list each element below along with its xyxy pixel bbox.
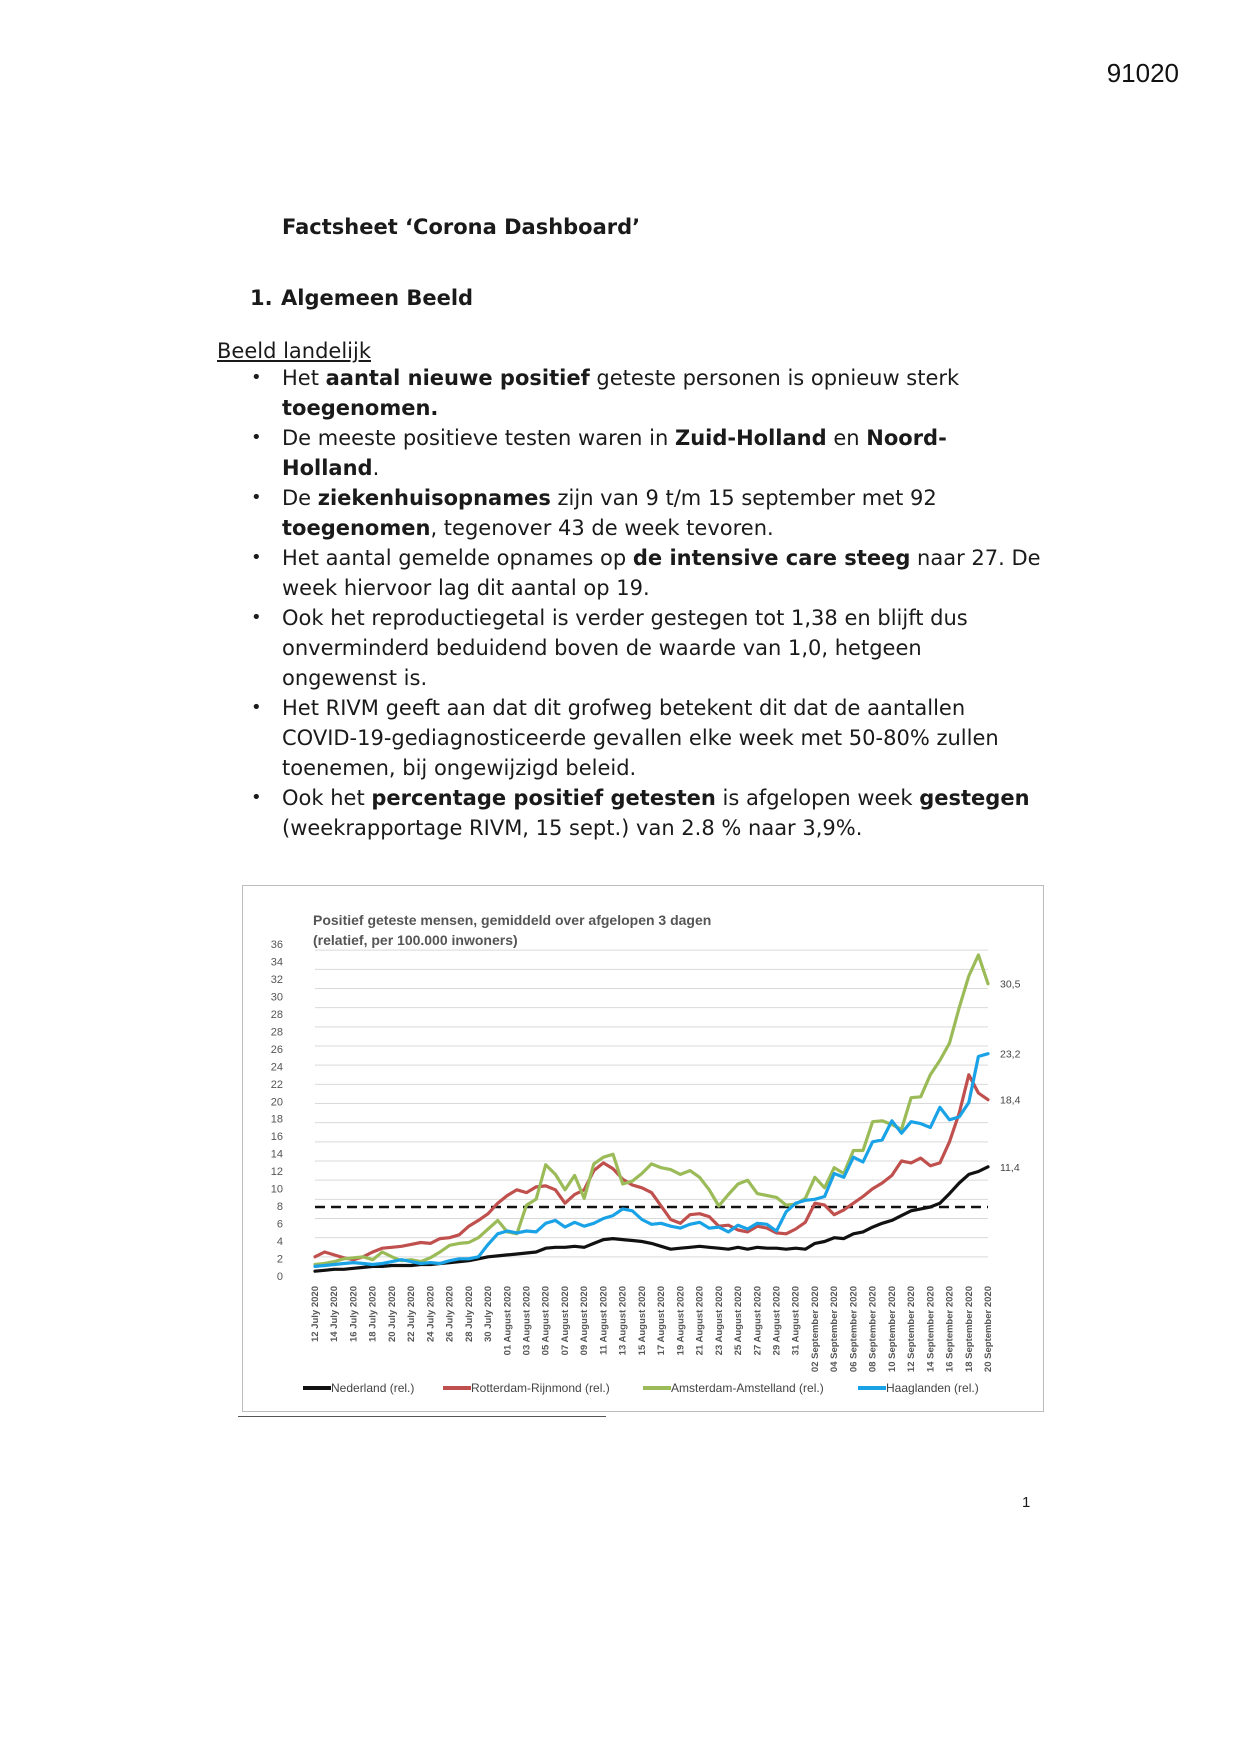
footnote-separator xyxy=(238,1416,606,1417)
subheading-beeld-landelijk: Beeld landelijk xyxy=(217,339,372,363)
x-tick-label: 25 August 2020 xyxy=(733,1286,745,1356)
series-end-label: 11,4 xyxy=(1000,1161,1020,1174)
y-tick-label: 0 xyxy=(276,1271,283,1283)
x-tick-label: 12 September 2020 xyxy=(906,1286,918,1373)
x-tick-label: 29 August 2020 xyxy=(771,1286,783,1356)
bullet-text: naar 27. De week hiervoor lag dit aantal op 19. xyxy=(282,546,1041,600)
x-tick-label: 01 August 2020 xyxy=(502,1286,514,1356)
y-tick-label: 8 xyxy=(276,1201,283,1214)
x-tick-label: 28 July 2020 xyxy=(463,1286,475,1342)
chart-subtitle: (relatief, per 100.000 inwoners) xyxy=(313,932,518,948)
bullet-bold-text: ziekenhuisopnames xyxy=(317,486,551,510)
x-tick-label: 23 August 2020 xyxy=(713,1286,725,1356)
bullet-text: Ook het reproductiegetal is verder gestegen tot 1,38 en blijft dus onverminderd beduidend boven de waarde van 1,0, hetgeen ongewenst is. xyxy=(282,606,968,690)
x-tick-label: 05 August 2020 xyxy=(540,1286,552,1356)
x-tick-label: 08 September 2020 xyxy=(867,1286,879,1373)
bullet-text: . xyxy=(372,456,380,480)
bullet-text: is afgelopen week xyxy=(715,786,920,810)
y-tick-label: 28 xyxy=(270,1008,283,1021)
bullet-item xyxy=(282,543,1042,603)
chart-container xyxy=(242,885,1044,1412)
y-tick-label: 16 xyxy=(270,1131,283,1144)
bullet-text: De meeste positieve testen waren in xyxy=(282,426,675,450)
x-tick-label: 03 August 2020 xyxy=(521,1286,533,1356)
section-title: Algemeen Beeld xyxy=(281,286,474,310)
chart-legend xyxy=(303,1381,979,1395)
bullet-item xyxy=(282,423,1042,483)
series-end-label: 30,5 xyxy=(1000,978,1021,991)
x-tick-label: 20 September 2020 xyxy=(983,1286,994,1373)
y-tick-label: 6 xyxy=(276,1218,283,1231)
series-line-2 xyxy=(315,1075,988,1260)
bullet-bold-text: gestegen xyxy=(919,786,1030,810)
y-tick-label: 10 xyxy=(270,1183,283,1196)
y-tick-label: 34 xyxy=(270,956,283,969)
chart-series xyxy=(315,955,988,1271)
series-end-label: 23,2 xyxy=(1000,1048,1021,1061)
bullet-bold-text: Noord-Holland xyxy=(282,426,947,480)
chart-gridlines xyxy=(315,950,988,1257)
y-tick-label: 26 xyxy=(270,1043,283,1056)
y-tick-label: 32 xyxy=(270,973,283,986)
chart-y-ticks xyxy=(271,939,283,1283)
y-tick-label: 12 xyxy=(270,1166,283,1179)
bullet-bold-text: de intensive care steeg xyxy=(632,546,911,570)
bullet-text: De xyxy=(282,486,318,510)
chart-title: Positief geteste mensen, gemiddeld over afgelopen 3 dagen xyxy=(313,912,712,928)
x-tick-label: 24 July 2020 xyxy=(425,1286,437,1342)
x-tick-label: 19 August 2020 xyxy=(675,1286,687,1356)
x-tick-label: 21 August 2020 xyxy=(694,1286,706,1356)
series-line-4 xyxy=(315,1054,988,1267)
series-end-label: 18,4 xyxy=(1000,1094,1021,1107)
y-tick-label: 22 xyxy=(270,1078,283,1091)
x-tick-label: 02 September 2020 xyxy=(809,1286,821,1373)
bullet-list xyxy=(282,363,1042,843)
bullet-item xyxy=(282,783,1042,843)
legend-label: Amsterdam-Amstelland (rel.) xyxy=(671,1381,824,1395)
x-tick-label: 10 September 2020 xyxy=(886,1286,898,1373)
x-tick-label: 16 July 2020 xyxy=(348,1286,360,1342)
x-tick-label: 30 July 2020 xyxy=(483,1286,495,1342)
legend-label: Haaglanden (rel.) xyxy=(886,1381,979,1395)
bullet-bold-text: toegenomen. xyxy=(282,396,439,420)
section-number: 1. xyxy=(250,286,273,310)
bullet-text: (weekrapportage RIVM, 15 sept.) van 2.8 % naar 3,9%. xyxy=(282,816,863,840)
chart-x-ticks xyxy=(310,1286,994,1372)
x-tick-label: 31 August 2020 xyxy=(790,1286,802,1356)
x-tick-label: 12 July 2020 xyxy=(310,1286,321,1342)
bullet-item xyxy=(282,603,1042,693)
y-tick-label: 36 xyxy=(270,939,283,951)
y-tick-label: 2 xyxy=(276,1253,283,1266)
bullet-text: geteste personen is opnieuw sterk xyxy=(589,366,960,390)
bullet-text: , tegenover 43 de week tevoren. xyxy=(430,516,774,540)
bullet-item xyxy=(282,483,1042,543)
bullet-item xyxy=(282,363,1042,423)
x-tick-label: 14 September 2020 xyxy=(925,1286,937,1373)
x-tick-label: 26 July 2020 xyxy=(444,1286,456,1342)
bullet-text: zijn van 9 t/m 15 september met 92 xyxy=(550,486,937,510)
y-tick-label: 4 xyxy=(276,1236,283,1249)
bullet-text: Het RIVM geeft aan dat dit grofweg betekent dit dat de aantallen COVID-19-gediagnosticeerde gevallen elke week met 50-80% zullen toenemen, bij ongewijzigd beleid. xyxy=(282,696,999,780)
bullet-text: Het aantal gemelde opnames op xyxy=(282,546,633,570)
bullet-item xyxy=(282,693,1042,783)
x-tick-label: 11 August 2020 xyxy=(598,1286,610,1355)
x-tick-label: 06 September 2020 xyxy=(848,1286,860,1373)
bullet-text: Ook het xyxy=(282,786,372,810)
x-tick-label: 04 September 2020 xyxy=(829,1286,841,1373)
x-tick-label: 18 July 2020 xyxy=(367,1286,379,1342)
x-tick-label: 07 August 2020 xyxy=(559,1286,571,1356)
chart-end-labels xyxy=(1000,979,1021,1174)
x-tick-label: 22 July 2020 xyxy=(406,1286,418,1342)
bullet-text: Het xyxy=(282,366,326,390)
x-tick-label: 20 July 2020 xyxy=(386,1286,398,1342)
bullet-bold-text: Zuid-Holland xyxy=(674,426,827,450)
x-tick-label: 27 August 2020 xyxy=(752,1286,764,1356)
x-tick-label: 13 August 2020 xyxy=(617,1286,629,1356)
y-tick-label: 20 xyxy=(270,1096,283,1109)
x-tick-label: 09 August 2020 xyxy=(579,1286,591,1356)
bullet-bold-text: aantal nieuwe positief xyxy=(325,366,590,390)
bullet-bold-text: toegenomen xyxy=(282,516,431,540)
bullet-bold-text: percentage positief getesten xyxy=(371,786,716,810)
line-chart xyxy=(243,886,1043,1411)
x-tick-label: 17 August 2020 xyxy=(656,1286,668,1356)
bullet-text: en xyxy=(826,426,867,450)
x-tick-label: 18 September 2020 xyxy=(963,1286,975,1373)
x-tick-label: 16 September 2020 xyxy=(944,1286,956,1373)
y-tick-label: 30 xyxy=(270,991,283,1004)
y-tick-label: 28 xyxy=(270,1026,283,1039)
factsheet-title: Factsheet ‘Corona Dashboard’ xyxy=(282,215,641,239)
y-tick-label: 14 xyxy=(270,1148,283,1161)
y-tick-label: 18 xyxy=(270,1113,283,1126)
page-number: 1 xyxy=(1022,1494,1031,1511)
x-tick-label: 14 July 2020 xyxy=(329,1286,341,1342)
legend-label: Rotterdam-Rijnmond (rel.) xyxy=(471,1381,610,1395)
section-heading xyxy=(250,286,473,310)
legend-label: Nederland (rel.) xyxy=(331,1381,415,1395)
y-tick-label: 24 xyxy=(270,1061,283,1074)
document-number: 91020 xyxy=(1106,58,1179,88)
x-tick-label: 15 August 2020 xyxy=(636,1286,648,1356)
